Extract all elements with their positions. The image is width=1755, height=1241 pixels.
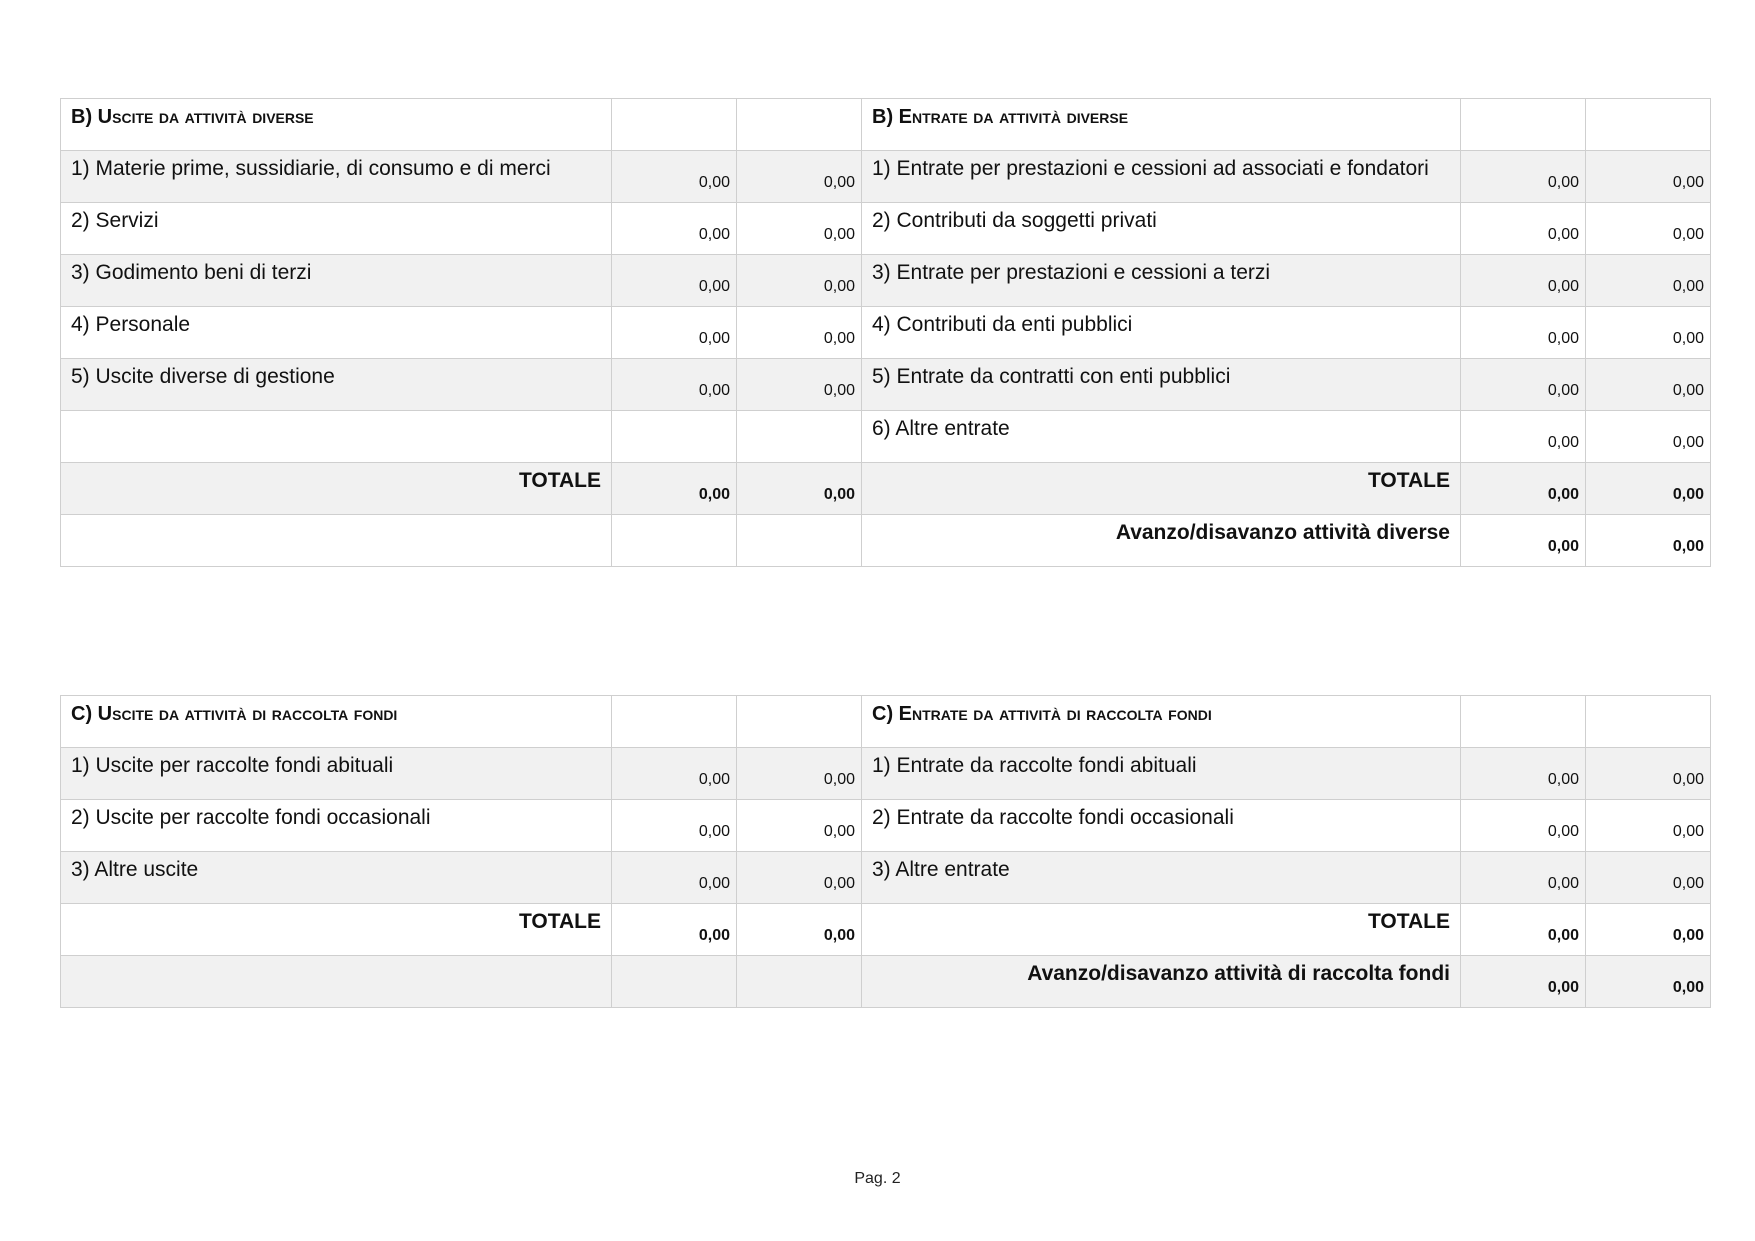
uscite-value-1: 0,00 <box>698 875 730 892</box>
entrate-label: 4) Contributi da enti pubblici <box>872 313 1133 336</box>
entrate-value-2: 0,00 <box>1672 382 1704 399</box>
section-b-header-row <box>61 99 1711 151</box>
uscite-label: 2) Servizi <box>71 209 159 232</box>
entrate-value-2: 0,00 <box>1672 771 1704 788</box>
empty-cell <box>612 515 737 567</box>
avanzo-label: Avanzo/disavanzo attività di raccolta fondi <box>1027 962 1450 985</box>
empty-cell <box>737 99 862 151</box>
entrate-value-1: 0,00 <box>1547 226 1579 243</box>
section-b-entrate-heading: B) Entrate da attività diverse <box>872 106 1129 128</box>
empty-cell <box>612 956 737 1008</box>
section-c-table <box>60 695 1711 1008</box>
empty-cell <box>1461 99 1586 151</box>
totale-row <box>61 463 1711 515</box>
empty-cell <box>61 411 612 463</box>
uscite-value-1: 0,00 <box>698 771 730 788</box>
entrate-value-2: 0,00 <box>1672 330 1704 347</box>
uscite-value-2: 0,00 <box>823 278 855 295</box>
entrate-label: 3) Altre entrate <box>872 858 1010 881</box>
empty-cell <box>737 696 862 748</box>
entrate-value-2: 0,00 <box>1672 278 1704 295</box>
section-c-uscite-heading: C) Uscite da attività di raccolta fondi <box>71 703 398 725</box>
empty-cell <box>737 956 862 1008</box>
entrate-value-1: 0,00 <box>1547 875 1579 892</box>
uscite-label: 3) Altre uscite <box>71 858 199 881</box>
entrate-value-2: 0,00 <box>1672 226 1704 243</box>
entrate-value-1: 0,00 <box>1547 434 1579 451</box>
entrate-label: 2) Contributi da soggetti privati <box>872 209 1157 232</box>
empty-cell <box>61 515 612 567</box>
table-row <box>61 203 1711 255</box>
totale-row <box>61 904 1711 956</box>
uscite-label: 5) Uscite diverse di gestione <box>71 365 335 388</box>
table-row <box>61 307 1711 359</box>
empty-cell <box>1586 696 1711 748</box>
uscite-value-1: 0,00 <box>698 226 730 243</box>
entrate-value-1: 0,00 <box>1547 330 1579 347</box>
uscite-value-2: 0,00 <box>823 823 855 840</box>
table-row <box>61 151 1711 203</box>
section-b-table <box>60 98 1711 567</box>
avanzo-row <box>61 515 1711 567</box>
uscite-totale-value-2: 0,00 <box>823 486 855 503</box>
table-row <box>61 852 1711 904</box>
empty-cell <box>1586 99 1711 151</box>
entrate-totale-value-2: 0,00 <box>1672 927 1704 944</box>
uscite-value-1: 0,00 <box>698 174 730 191</box>
section-c-header-row <box>61 696 1711 748</box>
entrate-label: 6) Altre entrate <box>872 417 1010 440</box>
entrate-heading-cell <box>862 99 1461 151</box>
uscite-value-1: 0,00 <box>698 823 730 840</box>
table-row <box>61 359 1711 411</box>
entrate-value-1: 0,00 <box>1547 278 1579 295</box>
entrate-value-1: 0,00 <box>1547 823 1579 840</box>
uscite-heading-cell <box>61 99 612 151</box>
section-c-entrate-heading: C) Entrate da attività di raccolta fondi <box>872 703 1212 725</box>
table-row <box>61 255 1711 307</box>
uscite-label: 1) Materie prime, sussidiarie, di consumo e di merci <box>71 157 551 180</box>
entrate-value-2: 0,00 <box>1672 875 1704 892</box>
empty-cell <box>737 411 862 463</box>
uscite-value-2: 0,00 <box>823 875 855 892</box>
avanzo-label: Avanzo/disavanzo attività diverse <box>1115 521 1450 544</box>
entrate-label: 3) Entrate per prestazioni e cessioni a terzi <box>872 261 1271 284</box>
entrate-value-2: 0,00 <box>1672 434 1704 451</box>
avanzo-row <box>61 956 1711 1008</box>
uscite-label: 1) Uscite per raccolte fondi abituali <box>71 754 394 777</box>
uscite-label: 2) Uscite per raccolte fondi occasionali <box>71 806 431 829</box>
entrate-value-2: 0,00 <box>1672 823 1704 840</box>
entrate-label: 2) Entrate da raccolte fondi occasionali <box>872 806 1234 829</box>
empty-cell <box>612 411 737 463</box>
uscite-value-1: 0,00 <box>698 382 730 399</box>
entrate-value-1: 0,00 <box>1547 174 1579 191</box>
uscite-totale-value-1: 0,00 <box>698 486 730 503</box>
table-row <box>61 800 1711 852</box>
avanzo-value-2: 0,00 <box>1672 538 1704 555</box>
avanzo-value-1: 0,00 <box>1547 979 1579 996</box>
uscite-totale-value-1: 0,00 <box>698 927 730 944</box>
entrate-label: 5) Entrate da contratti con enti pubblici <box>872 365 1231 388</box>
uscite-value-2: 0,00 <box>823 226 855 243</box>
entrate-label: 1) Entrate per prestazioni e cessioni ad associati e fondatori <box>872 157 1429 180</box>
entrate-totale-value-2: 0,00 <box>1672 486 1704 503</box>
section-b-uscite-heading: B) Uscite da attività diverse <box>71 106 314 128</box>
avanzo-value-1: 0,00 <box>1547 538 1579 555</box>
uscite-value-2: 0,00 <box>823 330 855 347</box>
table-row <box>61 748 1711 800</box>
empty-cell <box>612 696 737 748</box>
empty-cell <box>737 515 862 567</box>
uscite-value-2: 0,00 <box>823 174 855 191</box>
entrate-value-1: 0,00 <box>1547 771 1579 788</box>
avanzo-value-2: 0,00 <box>1672 979 1704 996</box>
uscite-totale-label: TOTALE <box>518 910 601 933</box>
entrate-value-2: 0,00 <box>1672 174 1704 191</box>
uscite-value-2: 0,00 <box>823 382 855 399</box>
uscite-totale-value-2: 0,00 <box>823 927 855 944</box>
entrate-totale-label: TOTALE <box>1367 910 1450 933</box>
table-row <box>61 411 1711 463</box>
empty-cell <box>61 956 612 1008</box>
entrate-label: 1) Entrate da raccolte fondi abituali <box>872 754 1197 777</box>
uscite-totale-label: TOTALE <box>518 469 601 492</box>
empty-cell <box>612 99 737 151</box>
entrate-totale-value-1: 0,00 <box>1547 927 1579 944</box>
uscite-value-1: 0,00 <box>698 278 730 295</box>
empty-cell <box>1461 696 1586 748</box>
entrate-totale-label: TOTALE <box>1367 469 1450 492</box>
entrate-heading-cell <box>862 696 1461 748</box>
uscite-heading-cell <box>61 696 612 748</box>
page-number: Pag. 2 <box>854 1170 901 1187</box>
uscite-label: 3) Godimento beni di terzi <box>71 261 312 284</box>
uscite-value-2: 0,00 <box>823 771 855 788</box>
uscite-value-1: 0,00 <box>698 330 730 347</box>
uscite-label: 4) Personale <box>71 313 191 336</box>
entrate-value-1: 0,00 <box>1547 382 1579 399</box>
entrate-totale-value-1: 0,00 <box>1547 486 1579 503</box>
